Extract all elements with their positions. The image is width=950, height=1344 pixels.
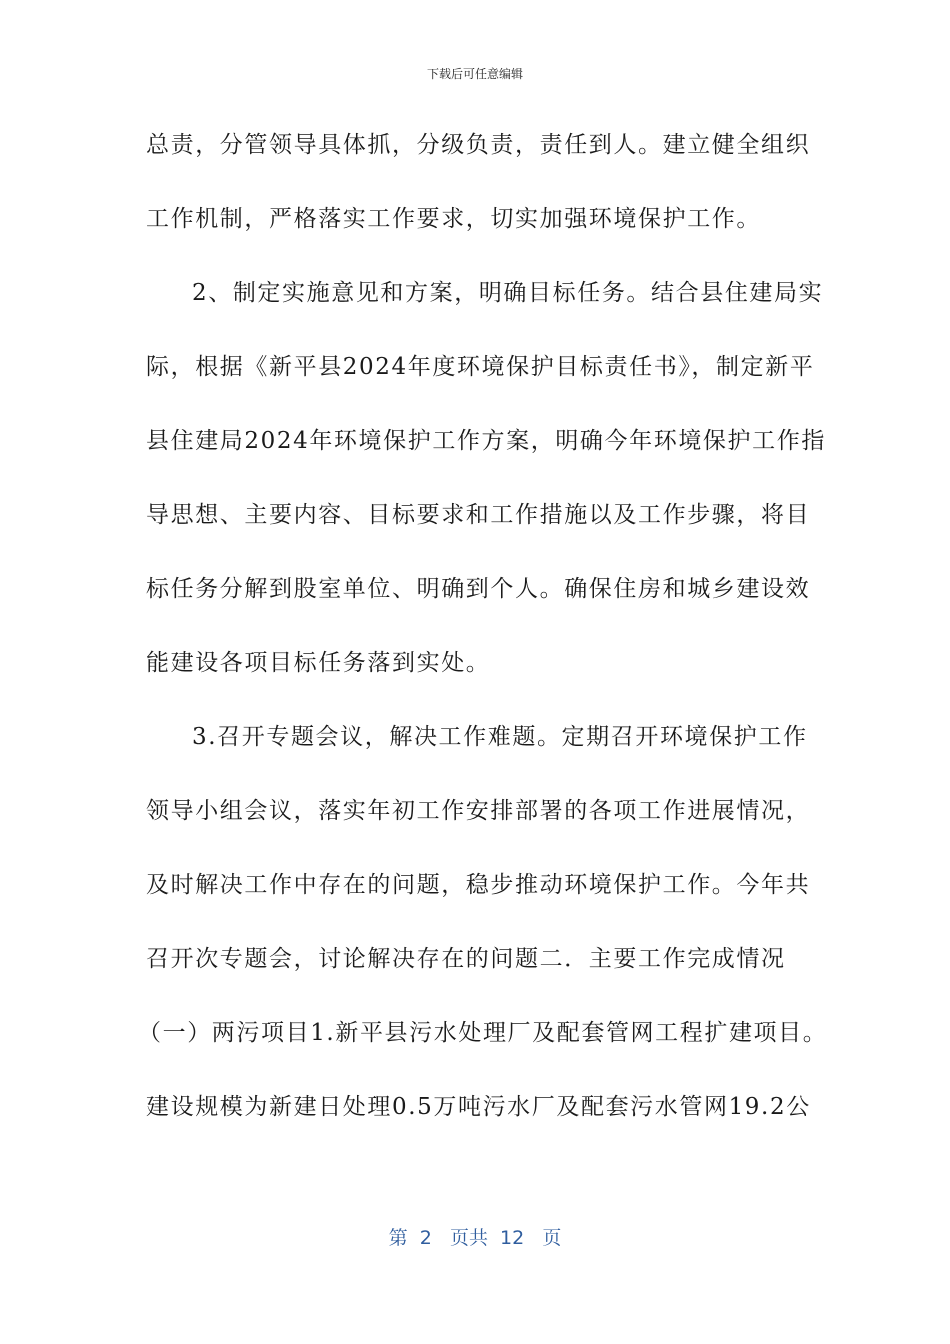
document-body [138, 112, 836, 1148]
footer-prefix: 第 [388, 1227, 408, 1249]
paragraph-start-line: 2、制定实施意见和方案，明确目标任务。结合县住建局实 [192, 280, 824, 306]
text-line: 县住建局2024年环境保护工作方案，明确今年环境保护工作指 [146, 428, 826, 454]
text-line: 际，根据《新平县2024年度环境保护目标责任书》，制定新平 [146, 354, 815, 380]
text-line: 工作机制，严格落实工作要求，切实加强环境保护工作。 [146, 206, 761, 232]
paragraph-start-line: 3.召开专题会议，解决工作难题。定期召开环境保护工作 [192, 724, 808, 750]
text-line: 导思想、主要内容、目标要求和工作措施以及工作步骤，将目 [146, 502, 811, 528]
page-footer [0, 1224, 950, 1252]
footer-total-pages: 12 [500, 1227, 525, 1249]
text-line: 及时解决工作中存在的问题，稳步推动环境保护工作。今年共 [146, 872, 811, 898]
text-line: 召开次专题会，讨论解决存在的问题二．主要工作完成情况 [146, 946, 786, 972]
text-line: 标任务分解到股室单位、明确到个人。确保住房和城乡建设效 [146, 576, 811, 602]
text-line: 建设规模为新建日处理0.5万吨污水厂及配套污水管网19.2公 [146, 1094, 811, 1120]
page-header-note: 下载后可任意编辑 [426, 67, 523, 81]
text-line: 总责，分管领导具体抓，分级负责，责任到人。建立健全组织 [146, 132, 811, 158]
text-line: 能建设各项目标任务落到实处。 [146, 650, 491, 676]
text-line: 领导小组会议，落实年初工作安排部署的各项工作进展情况， [146, 798, 811, 824]
footer-page-number: 2 [419, 1227, 432, 1249]
text-line: （一）两污项目1.新平县污水处理厂及配套管网工程扩建项目。 [138, 1020, 828, 1046]
footer-middle: 页共 [449, 1227, 488, 1249]
footer-suffix: 页 [542, 1227, 562, 1249]
